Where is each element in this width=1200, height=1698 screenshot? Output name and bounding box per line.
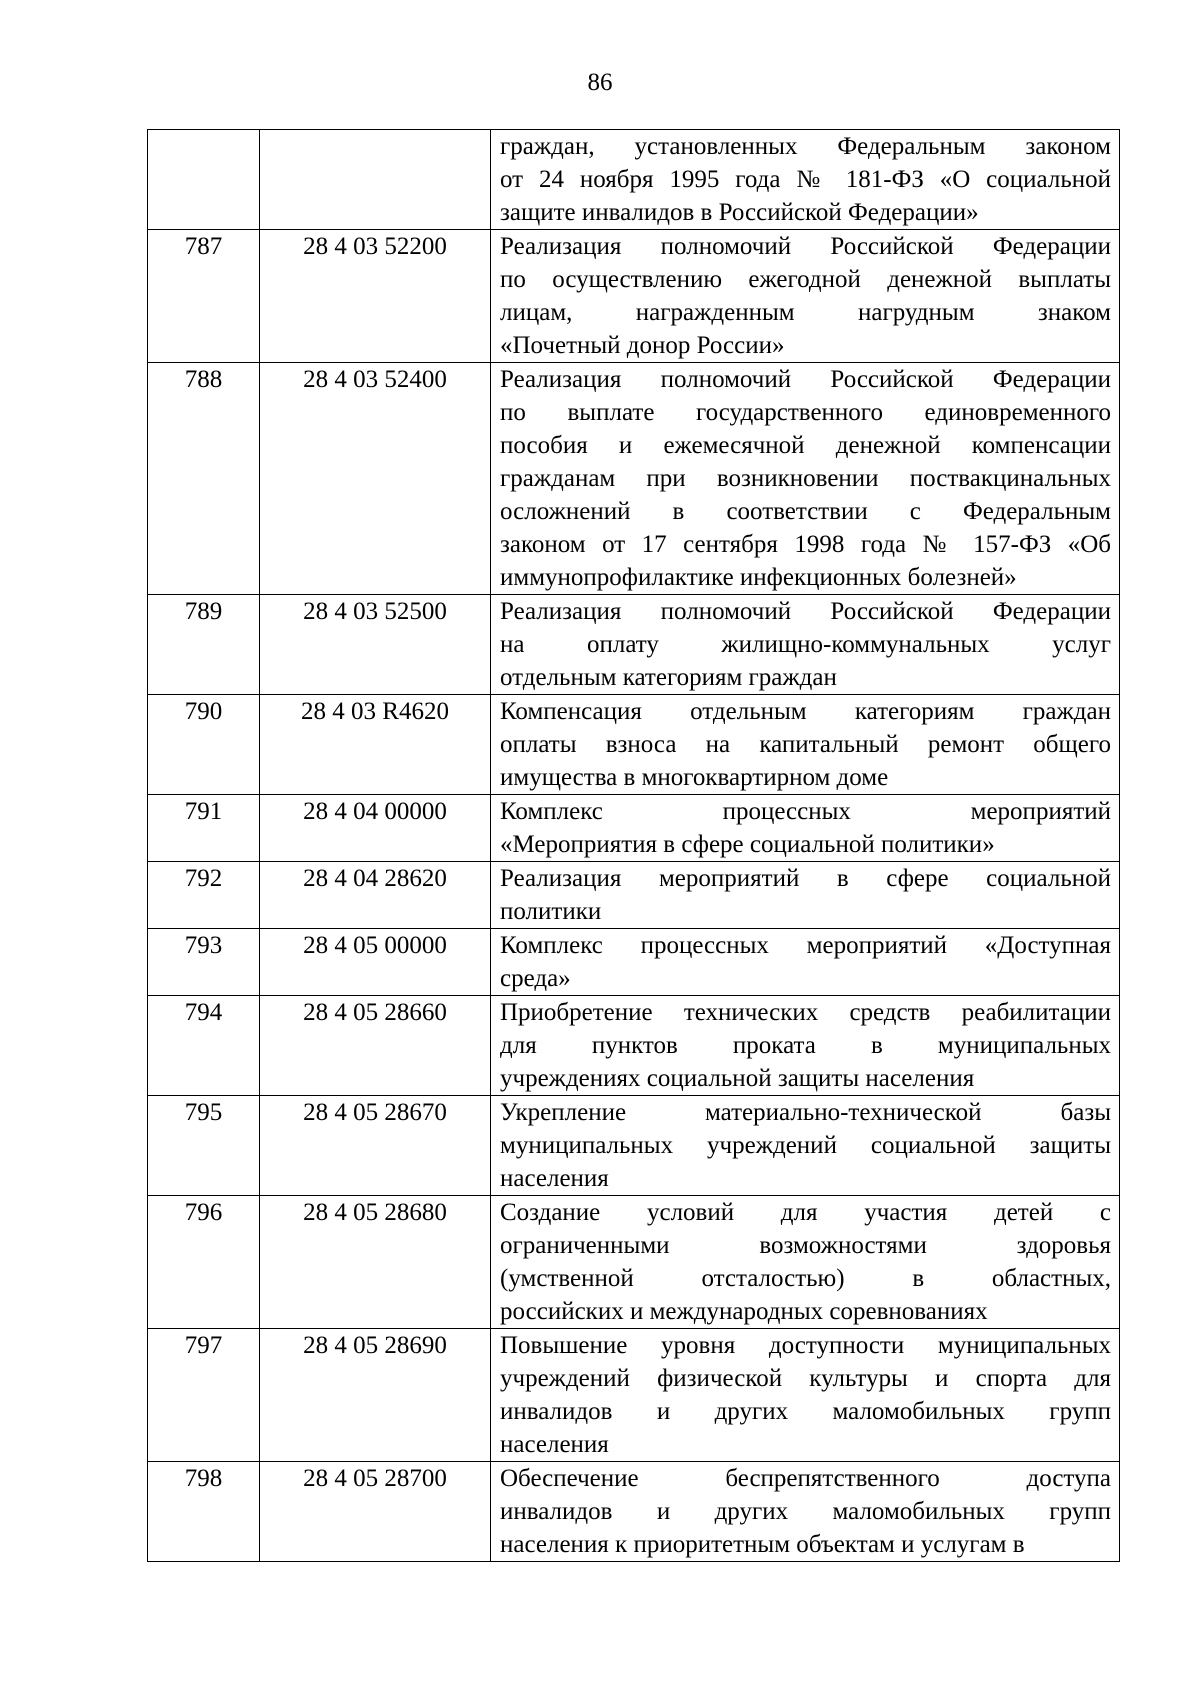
description-line: населения [500,1165,609,1192]
table-row [148,1096,1120,1196]
description-line: Компенсация отдельным категориям граждан [500,698,1111,725]
row-number-cell: 795 [148,1096,260,1196]
description-line: Укрепление материально-технической базы [500,1099,1111,1126]
description-line: по выплате государственного единовременного [500,399,1111,426]
classification-code-cell: 28 4 05 28660 [260,996,491,1096]
table-row [148,929,1120,996]
description-line: «Почетный донор России» [500,332,785,359]
table-row [148,1329,1120,1462]
description-line: инвалидов и других маломобильных групп [500,1498,1111,1525]
table-row [148,363,1120,595]
description-line: Приобретение технических средств реабилитации [500,999,1111,1026]
description-line: отдельным категориям граждан [500,664,837,691]
row-number-cell: 787 [148,230,260,363]
description-line: на оплату жилищно-коммунальных услуг [500,631,1111,658]
description-line: Комплекс процессных мероприятий [500,798,1111,825]
description-line: учреждений физической культуры и спорта для [500,1365,1111,1392]
description-line: гражданам при возникновении поствакцинальных [500,465,1111,492]
description-line: Создание условий для участия детей с [500,1199,1111,1226]
row-number-cell [148,130,260,230]
table-row [148,795,1120,862]
description-line: защите инвалидов в Российской Федерации» [500,199,979,226]
table-row [148,996,1120,1096]
description-line: по осуществлению ежегодной денежной выплаты [500,266,1111,293]
row-number-cell: 796 [148,1196,260,1329]
description-line: от 24 ноября 1995 года № 181-ФЗ «О социальной [500,166,1111,193]
row-number-cell: 794 [148,996,260,1096]
description-line: Реализация полномочий Российской Федерации [500,233,1111,260]
table-row [148,130,1120,230]
description-line: оплаты взноса на капитальный ремонт общего [500,731,1111,758]
row-number-cell: 790 [148,695,260,795]
row-number-cell: 788 [148,363,260,595]
description-line: законом от 17 сентября 1998 года № 157-ФЗ «Об [500,531,1111,558]
description-line: Реализация полномочий Российской Федерации [500,598,1111,625]
row-number-cell: 792 [148,862,260,929]
table-row [148,595,1120,695]
table-row [148,1462,1120,1562]
classification-code-cell: 28 4 03 R4620 [260,695,491,795]
description-cell [491,996,1120,1096]
description-line: «Мероприятия в сфере социальной политики» [500,831,995,858]
classification-code-cell: 28 4 03 52200 [260,230,491,363]
row-number-cell: 789 [148,595,260,695]
description-line: Реализация полномочий Российской Федерации [500,366,1111,393]
classification-code-cell: 28 4 05 28700 [260,1462,491,1562]
description-cell [491,795,1120,862]
row-number-cell: 798 [148,1462,260,1562]
table-row [148,1196,1120,1329]
row-number-cell: 791 [148,795,260,862]
description-line: населения к приоритетным объектам и услугам в [500,1531,1025,1558]
description-line: для пунктов проката в муниципальных [500,1032,1111,1059]
classification-code-cell: 28 4 05 28670 [260,1096,491,1196]
table-row [148,695,1120,795]
row-number-cell: 797 [148,1329,260,1462]
table-body [148,130,1120,1562]
description-cell [491,230,1120,363]
description-line: учреждениях социальной защиты населения [500,1065,975,1092]
description-cell [491,130,1120,230]
description-line: инвалидов и других маломобильных групп [500,1398,1111,1425]
description-line: осложнений в соответствии с Федеральным [500,498,1111,525]
description-line: граждан, установленных Федеральным законом [500,133,1111,160]
description-line: пособия и ежемесячной денежной компенсации [500,432,1111,459]
description-line: Реализация мероприятий в сфере социальной [500,865,1111,892]
description-line: имущества в многоквартирном доме [500,764,889,791]
description-line: Обеспечение беспрепятственного доступа [500,1465,1111,1492]
description-cell [491,929,1120,996]
page-number: 86 [587,69,613,96]
classification-code-cell: 28 4 05 28690 [260,1329,491,1462]
description-cell [491,1329,1120,1462]
description-line: населения [500,1431,609,1458]
description-line: политики [500,898,602,925]
classification-code-cell [260,130,491,230]
classification-code-cell: 28 4 05 00000 [260,929,491,996]
description-cell [491,1196,1120,1329]
description-line: (умственной отсталостью) в областных, [500,1265,1111,1292]
description-cell [491,862,1120,929]
table-row [148,230,1120,363]
description-cell [491,595,1120,695]
table-row [148,862,1120,929]
classification-code-cell: 28 4 03 52400 [260,363,491,595]
classification-code-cell: 28 4 04 00000 [260,795,491,862]
description-cell [491,1096,1120,1196]
description-line: среда» [500,965,571,992]
description-line: Комплекс процессных мероприятий «Доступная [500,932,1111,959]
budget-classification-table [147,129,1120,1562]
description-line: ограниченными возможностями здоровья [500,1232,1111,1259]
description-cell [491,363,1120,595]
description-cell [491,695,1120,795]
classification-code-cell: 28 4 03 52500 [260,595,491,695]
description-line: муниципальных учреждений социальной защиты [500,1132,1111,1159]
classification-code-cell: 28 4 04 28620 [260,862,491,929]
classification-code-cell: 28 4 05 28680 [260,1196,491,1329]
description-cell [491,1462,1120,1562]
description-line: лицам, награжденным нагрудным знаком [500,299,1111,326]
row-number-cell: 793 [148,929,260,996]
description-line: Повышение уровня доступности муниципальных [500,1332,1111,1359]
description-line: российских и международных соревнованиях [500,1298,988,1325]
description-line: иммунопрофилактике инфекционных болезней» [500,564,1017,591]
